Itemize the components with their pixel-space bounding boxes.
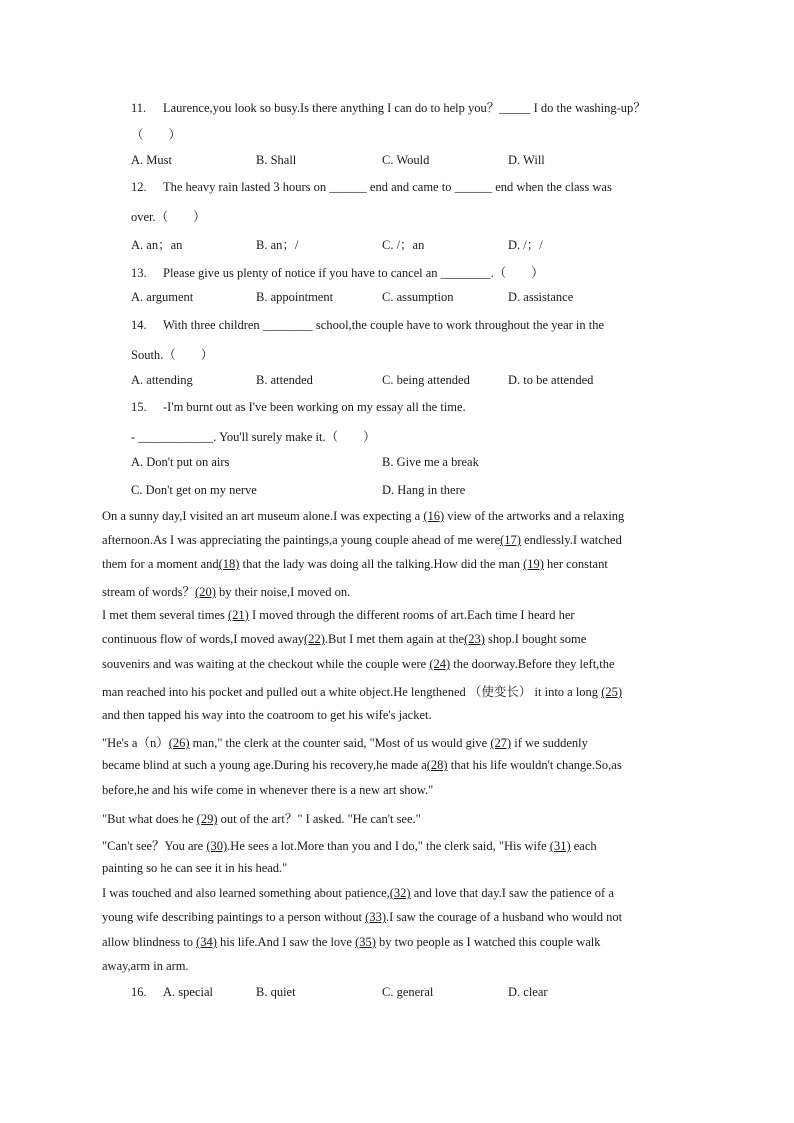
passage-text: allow blindness to <box>102 935 197 949</box>
passage-line <box>102 910 622 925</box>
option-c: C. general <box>382 985 434 999</box>
blank-31: (31) <box>549 839 571 853</box>
option-b: B. attended <box>256 373 313 387</box>
passage-text: I met them several times <box>102 608 229 622</box>
option-d: D. assistance <box>508 290 574 304</box>
question-number: 11. <box>131 101 147 115</box>
option-b: B. an；/ <box>256 238 299 252</box>
blank-19: (19) <box>523 557 544 571</box>
question-stem: -I'm burnt out as I've been working on my essay all the time. <box>163 400 466 414</box>
passage-text: man reached into his pocket and pulled out a white object.He lengthened （使变长） it into a long <box>102 685 602 699</box>
option-d: D. /；/ <box>508 238 543 252</box>
passage-line <box>102 608 575 623</box>
option-c: C. Don't get on my nerve <box>131 483 257 497</box>
blank-28: (28) <box>426 758 448 772</box>
blank-16: (16) <box>423 509 445 523</box>
question-11 <box>131 98 646 116</box>
passage-text: that the lady was doing all the talking.How did the man <box>239 557 524 571</box>
passage-text: .I saw the courage of a husband who would not <box>385 910 623 924</box>
option-b: B. quiet <box>256 985 296 999</box>
passage-text: .But I met them again at the <box>324 632 465 646</box>
question-stem-continued: over.（ ） <box>131 210 206 224</box>
option-a: A. an；an <box>131 238 183 252</box>
question-number: 12. <box>131 180 147 194</box>
option-a: A. Don't put on airs <box>131 455 230 469</box>
blank-29: (29) <box>196 812 218 826</box>
passage-text: afternoon.As I was appreciating the paintings,a young couple ahead of me were <box>102 533 501 547</box>
passage-line <box>102 582 350 600</box>
blank-21: (21) <box>228 608 249 622</box>
passage-line <box>102 935 601 950</box>
question-stem-continued: South.（ ） <box>131 348 214 362</box>
passage-text: out of the art？" I asked. "He can't see." <box>217 812 421 826</box>
passage-text: stream of words？ <box>102 585 196 599</box>
passage-text: if we suddenly <box>511 736 588 750</box>
passage-text: "But what does he <box>102 812 197 826</box>
question-12 <box>131 180 612 195</box>
passage-text: "Can't see？You are <box>102 839 207 853</box>
question-15 <box>131 400 466 415</box>
passage-line: before,he and his wife come in whenever there is a new art show." <box>102 783 434 797</box>
blank-18: (18) <box>218 557 240 571</box>
passage-text: On a sunny day,I visited an art museum alone.I was expecting a <box>102 509 424 523</box>
question-number: 16. <box>131 985 147 999</box>
passage-line <box>102 886 614 901</box>
option-d: D. Will <box>508 153 545 167</box>
option-d: D. to be attended <box>508 373 594 387</box>
passage-text: her constant <box>543 557 608 571</box>
passage-line: painting so he can see it in his head." <box>102 861 288 875</box>
question-stem: With three children ________ school,the couple have to work throughout the year in the <box>163 318 605 332</box>
passage-text: "He's a（n） <box>102 736 169 750</box>
passage-text: young wife describing paintings to a person without <box>102 910 366 924</box>
passage-line <box>102 557 608 572</box>
option-a: A. Must <box>131 153 172 167</box>
blank-17: (17) <box>500 533 521 547</box>
question-stem: Laurence,you look so busy.Is there anything I can do to help you？_____ I do the washing-up？ <box>163 101 646 115</box>
passage-line <box>102 809 421 827</box>
question-number: 15. <box>131 400 147 414</box>
passage-text: by their noise,I moved on. <box>215 585 351 599</box>
question-stem: The heavy rain lasted 3 hours on ______ end and came to ______ end when the class was <box>163 180 612 194</box>
blank-30: (30) <box>206 839 228 853</box>
option-a: A. attending <box>131 373 193 387</box>
passage-text: and love that day.I saw the patience of a <box>410 886 614 900</box>
option-c: C. Would <box>382 153 430 167</box>
passage-text: them for a moment and <box>102 557 219 571</box>
question-number: 14. <box>131 318 147 332</box>
passage-text: man," the clerk at the counter said, "Most of us would give <box>189 736 491 750</box>
blank-33: (33) <box>365 910 386 924</box>
question-13 <box>131 263 544 281</box>
option-d: D. Hang in there <box>382 483 466 497</box>
question-stem-continued: - ____________. You'll surely make it.（ ） <box>131 430 376 444</box>
passage-text: I was touched and also learned something about patience, <box>102 886 390 900</box>
blank-23: (23) <box>464 632 485 646</box>
blank-20: (20) <box>195 585 216 599</box>
blank-34: (34) <box>196 935 217 949</box>
passage-text: endlessly.I watched <box>520 533 622 547</box>
passage-line: away,arm in arm. <box>102 959 189 973</box>
option-b: B. Shall <box>256 153 297 167</box>
option-b: B. appointment <box>256 290 334 304</box>
blank-26: (26) <box>168 736 190 750</box>
passage-text: souvenirs and was waiting at the checkout while the couple were <box>102 657 430 671</box>
passage-text: continuous flow of words,I moved away <box>102 632 305 646</box>
passage-text: that his life wouldn't change.So,as <box>447 758 622 772</box>
question-number: 13. <box>131 266 147 280</box>
question-16 <box>131 985 163 1000</box>
question-14 <box>131 318 604 333</box>
passage-line <box>102 836 597 854</box>
passage-line <box>102 758 622 773</box>
option-c: C. /；an <box>382 238 425 252</box>
passage-text: I moved through the different rooms of art.Each time I heard her <box>248 608 575 622</box>
option-a: A. special <box>163 985 213 999</box>
blank-27: (27) <box>490 736 512 750</box>
option-c: C. being attended <box>382 373 470 387</box>
passage-text: became blind at such a young age.During his recovery,he made a <box>102 758 427 772</box>
passage-line <box>102 733 588 751</box>
passage-line <box>102 632 586 647</box>
passage-line <box>102 657 615 672</box>
passage-line <box>102 682 622 700</box>
passage-text: view of the artworks and a relaxing <box>444 509 625 523</box>
passage-line <box>102 533 622 548</box>
passage-text: the doorway.Before they left,the <box>450 657 615 671</box>
blank-35: (35) <box>355 935 376 949</box>
passage-text: shop.I bought some <box>484 632 587 646</box>
question-stem: Please give us plenty of notice if you have to cancel an ________.（ ） <box>163 266 544 280</box>
passage-text: .He sees a lot.More than you and I do," the clerk said, "His wife <box>227 839 550 853</box>
blank-32: (32) <box>389 886 411 900</box>
passage-line: and then tapped his way into the coatroom to get his wife's jacket. <box>102 708 432 722</box>
blank-22: (22) <box>304 632 325 646</box>
blank-25: (25) <box>601 685 623 699</box>
passage-text: by two people as I watched this couple walk <box>375 935 601 949</box>
option-b: B. Give me a break <box>382 455 479 469</box>
option-a: A. argument <box>131 290 194 304</box>
option-d: D. clear <box>508 985 548 999</box>
passage-text: each <box>570 839 597 853</box>
passage-line <box>102 509 624 524</box>
option-c: C. assumption <box>382 290 454 304</box>
passage-text: his life.And I saw the love <box>216 935 356 949</box>
blank-24: (24) <box>429 657 451 671</box>
question-stem-continued: （ ） <box>131 128 182 142</box>
